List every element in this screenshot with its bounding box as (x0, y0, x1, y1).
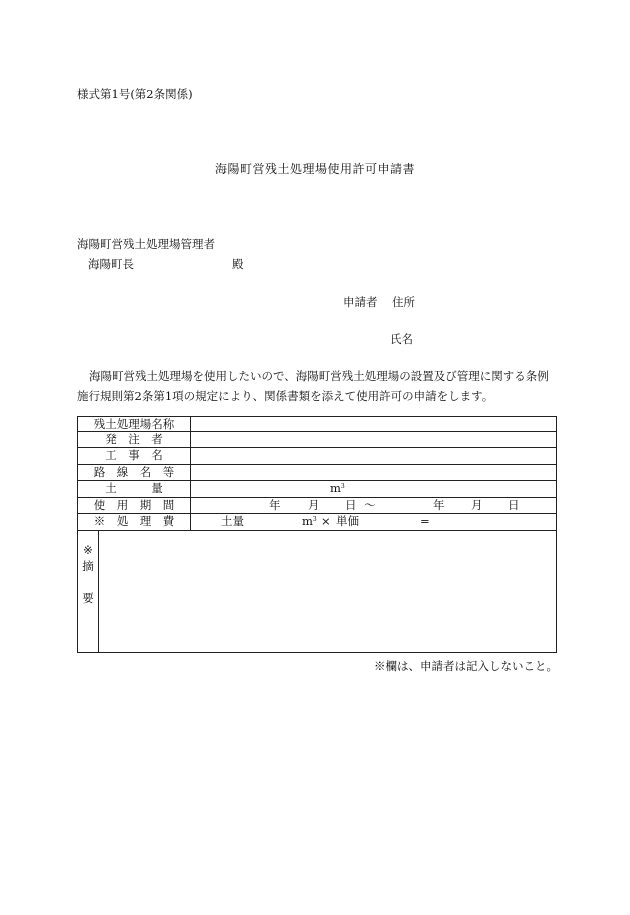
unit-superscript: 3 (312, 516, 317, 523)
remarks-field[interactable] (99, 532, 556, 652)
row-label: 発 注 者 (105, 432, 163, 446)
period-tilde: 〜 (364, 498, 376, 512)
remarks-label (78, 542, 98, 606)
construction-name-field[interactable] (191, 448, 556, 464)
footer-note: ※欄は、申請者は記入しないこと。 (374, 659, 558, 673)
remarks-spacer (78, 574, 98, 590)
table-row (78, 481, 556, 498)
unit-text: m (330, 481, 341, 495)
name-label: 氏名 (390, 332, 413, 346)
remarks-char-1: 摘 (82, 559, 94, 573)
address-label: 住所 (392, 295, 415, 309)
addressee-line2: 海陽町長 (88, 257, 134, 271)
end-year-label: 年 (433, 498, 445, 512)
end-day-label: 日 (508, 498, 520, 512)
table-row (78, 498, 556, 514)
table-row (78, 448, 556, 465)
table-row (78, 432, 556, 448)
row-label: 残土処理場名称 (93, 417, 175, 431)
applicant-label: 申請者 (343, 295, 378, 309)
client-field[interactable] (191, 432, 556, 447)
unit-superscript: 3 (340, 483, 345, 490)
unit-price-label: 単価 (336, 514, 359, 528)
application-form-table (77, 416, 557, 653)
application-body-text: 海陽町営残土処理場を使用したいので、海陽町営残土処理場の設置及び管理に関する条例施行規則第2条第1項の規定により、関係書類を添えて使用許可の申請をします。 (77, 369, 549, 403)
remarks-char-2: 要 (82, 591, 94, 605)
times-sign: × (321, 514, 331, 528)
form-number: 様式第1号(第2条関係) (77, 87, 193, 101)
soil-volume-unit (330, 481, 345, 496)
fee-soil-label: 土量 (221, 514, 244, 528)
page-title: 海陽町営残土処理場使用許可申請書 (214, 162, 415, 176)
facility-name-field[interactable] (191, 417, 556, 431)
addressee-honorific: 殿 (232, 257, 244, 271)
remarks-mark: ※ (83, 543, 93, 557)
table-row (78, 514, 556, 531)
route-name-field[interactable] (191, 465, 556, 480)
addressee-line1: 海陽町営残土処理場管理者 (77, 237, 215, 251)
row-label: 使 用 期 間 (93, 498, 175, 512)
start-month-label: 月 (308, 498, 320, 512)
table-row (78, 465, 556, 481)
start-day-label: 日 (345, 498, 357, 512)
row-label: 工 事 名 (105, 448, 163, 462)
row-label: 路 線 名 等 (93, 465, 175, 479)
row-label: 土 量 (105, 481, 163, 495)
start-year-label: 年 (269, 498, 281, 512)
unit-text: m (302, 514, 313, 528)
row-label: ※ 処 理 費 (93, 514, 175, 528)
fee-unit (302, 514, 317, 529)
end-month-label: 月 (471, 498, 483, 512)
label-column-divider (190, 417, 191, 531)
equals-sign: = (420, 514, 430, 528)
table-row (78, 417, 556, 432)
